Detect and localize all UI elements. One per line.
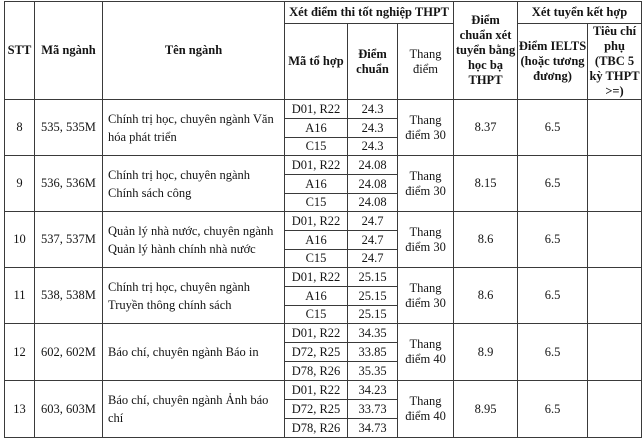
- table-row: [5, 381, 642, 400]
- admission-score-table-sheet: [4, 1, 641, 438]
- table-row: [5, 212, 642, 231]
- cell-ma-to-hop: D01, R22: [285, 100, 348, 119]
- cell-hoc-ba: 8.9: [454, 324, 518, 381]
- table-row: [5, 324, 642, 343]
- cell-ma-nganh: 537, 537M: [35, 212, 103, 268]
- cell-hoc-ba: 8.95: [454, 381, 518, 438]
- cell-ielts: 6.5: [518, 324, 588, 381]
- cell-diem-chuan: 33.85: [348, 343, 398, 362]
- cell-diem-chuan: 34.35: [348, 324, 398, 343]
- cell-diem-chuan: 24.3: [348, 138, 398, 156]
- cell-diem-chuan: 33.73: [348, 400, 398, 419]
- cell-hoc-ba: 8.37: [454, 100, 518, 156]
- cell-ma-nganh: 535, 535M: [35, 100, 103, 156]
- cell-ma-to-hop: D01, R22: [285, 156, 348, 175]
- cell-tieu-chi: [588, 212, 642, 268]
- cell-ielts: 6.5: [518, 156, 588, 212]
- header-diem-chuan: Điểm chuẩn: [348, 24, 398, 100]
- cell-hoc-ba: 8.6: [454, 212, 518, 268]
- cell-stt: 13: [5, 381, 35, 438]
- cell-ma-nganh: 603, 603M: [35, 381, 103, 438]
- cell-ielts: 6.5: [518, 381, 588, 438]
- cell-ten-nganh: Báo chí, chuyên ngành Ảnh báo chí: [103, 381, 285, 438]
- cell-diem-chuan: 25.15: [348, 268, 398, 287]
- cell-stt: 9: [5, 156, 35, 212]
- cell-ten-nganh: Báo chí, chuyên ngành Báo in: [103, 324, 285, 381]
- table-header: [5, 2, 642, 100]
- header-tieu-chi: Tiêu chí phụ (TBC 5 kỳ THPT >=): [589, 24, 640, 98]
- cell-thang-diem: Thang điểm 30: [398, 100, 454, 156]
- cell-diem-chuan: 35.35: [348, 362, 398, 381]
- cell-ten-nganh: Chính trị học, chuyên ngành Chính sách công: [103, 156, 285, 212]
- cell-stt: 12: [5, 324, 35, 381]
- cell-tieu-chi: [588, 324, 642, 381]
- cell-ma-to-hop: C15: [285, 138, 348, 156]
- header-ma-nganh: Mã ngành: [35, 2, 103, 100]
- header-ket-hop-group: Xét tuyển kết hợp: [518, 2, 642, 24]
- cell-diem-chuan: 24.08: [348, 156, 398, 175]
- cell-ma-to-hop: D01, R22: [285, 381, 348, 400]
- cell-ielts: 6.5: [518, 212, 588, 268]
- cell-ma-nganh: 538, 538M: [35, 268, 103, 324]
- cell-ma-to-hop: D01, R22: [285, 212, 348, 231]
- cell-hoc-ba: 8.6: [454, 268, 518, 324]
- table-body: [5, 100, 642, 438]
- cell-tieu-chi: [588, 268, 642, 324]
- cell-tieu-chi: [588, 100, 642, 156]
- cell-diem-chuan: 24.08: [348, 175, 398, 194]
- cell-ma-to-hop: C15: [285, 194, 348, 212]
- cell-ma-to-hop: D72, R25: [285, 343, 348, 362]
- cell-thang-diem: Thang điểm 40: [398, 381, 454, 438]
- header-ma-to-hop: Mã tổ hợp: [285, 24, 348, 100]
- cell-tieu-chi: [588, 381, 642, 438]
- admission-score-table: [4, 1, 642, 438]
- cell-diem-chuan: 24.7: [348, 212, 398, 231]
- cell-diem-chuan: 24.3: [348, 100, 398, 119]
- cell-diem-chuan: 24.08: [348, 194, 398, 212]
- cell-stt: 8: [5, 100, 35, 156]
- cell-ma-to-hop: D78, R26: [285, 419, 348, 438]
- cell-ma-to-hop: D01, R22: [285, 324, 348, 343]
- cell-ielts: 6.5: [518, 268, 588, 324]
- header-thpt-group: Xét điểm thi tốt nghiệp THPT: [285, 2, 454, 24]
- cell-ma-to-hop: C15: [285, 250, 348, 268]
- cell-diem-chuan: 25.15: [348, 306, 398, 324]
- cell-ma-to-hop: A16: [285, 119, 348, 138]
- cell-ten-nganh: Quản lý nhà nước, chuyên ngành Quản lý hành chính nhà nước: [103, 212, 285, 268]
- table-row: [5, 100, 642, 119]
- table-row: [5, 156, 642, 175]
- cell-ielts: 6.5: [518, 100, 588, 156]
- cell-diem-chuan: 24.7: [348, 250, 398, 268]
- cell-tieu-chi: [588, 156, 642, 212]
- cell-ma-nganh: 536, 536M: [35, 156, 103, 212]
- header-ten-nganh: Tên ngành: [103, 2, 285, 100]
- cell-ma-to-hop: D01, R22: [285, 268, 348, 287]
- cell-ma-to-hop: D78, R26: [285, 362, 348, 381]
- cell-ma-to-hop: A16: [285, 287, 348, 306]
- cell-ma-nganh: 602, 602M: [35, 324, 103, 381]
- header-hoc-ba: Điểm chuẩn xét tuyển bằng học bạ THPT: [454, 2, 518, 100]
- cell-thang-diem: Thang điểm 40: [398, 324, 454, 381]
- cell-ma-to-hop: A16: [285, 231, 348, 250]
- cell-diem-chuan: 24.3: [348, 119, 398, 138]
- table-row: [5, 268, 642, 287]
- cell-ten-nganh: Chính trị học, chuyên ngành Văn hóa phát triển: [103, 100, 285, 156]
- cell-stt: 11: [5, 268, 35, 324]
- cell-ten-nganh: Chính trị học, chuyên ngành Truyền thông chính sách: [103, 268, 285, 324]
- cell-ma-to-hop: C15: [285, 306, 348, 324]
- cell-thang-diem: Thang điểm 30: [398, 268, 454, 324]
- header-stt: STT: [5, 2, 35, 100]
- cell-thang-diem: Thang điểm 30: [398, 156, 454, 212]
- cell-thang-diem: Thang điểm 30: [398, 212, 454, 268]
- cell-ma-to-hop: D72, R25: [285, 400, 348, 419]
- cell-hoc-ba: 8.15: [454, 156, 518, 212]
- cell-diem-chuan: 24.7: [348, 231, 398, 250]
- header-thang-diem: Thang điểm: [398, 24, 454, 100]
- cell-ma-to-hop: A16: [285, 175, 348, 194]
- header-ielts: Điểm IELTS (hoặc tương đương): [518, 24, 588, 100]
- cell-diem-chuan: 34.23: [348, 381, 398, 400]
- cell-stt: 10: [5, 212, 35, 268]
- cell-diem-chuan: 25.15: [348, 287, 398, 306]
- cell-diem-chuan: 34.73: [348, 419, 398, 438]
